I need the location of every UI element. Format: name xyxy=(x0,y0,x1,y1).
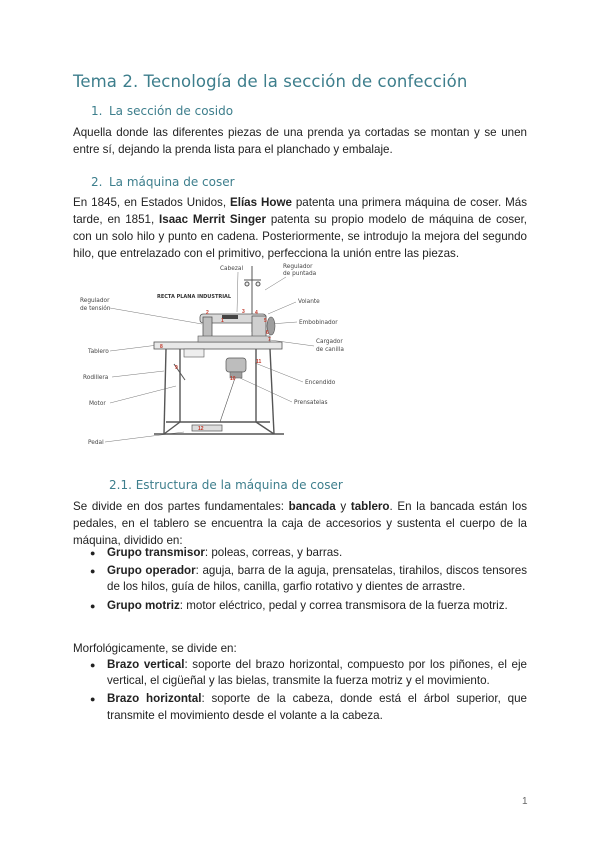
bullet-icon: ● xyxy=(90,566,96,577)
svg-text:9: 9 xyxy=(175,365,178,371)
drawer xyxy=(184,349,204,357)
svg-text:4: 4 xyxy=(255,310,258,316)
label-regulador-puntada-1: Regulador xyxy=(283,264,313,270)
label-cargador-1: Cargador xyxy=(316,339,343,345)
label-cargador-2: de canilla xyxy=(316,347,344,353)
svg-text:2: 2 xyxy=(206,310,209,316)
list-item: ● Brazo vertical: soporte del brazo horizontal, compuesto por los piñones, el eje vertical, el cigüeñal y las bielas, transmite la fuerza motriz y el movimiento. xyxy=(90,658,527,688)
svg-text:1: 1 xyxy=(221,318,224,324)
label-cabezal: Cabezal xyxy=(220,266,244,272)
morphology-list xyxy=(73,657,527,726)
label-embobinador: Embobinador xyxy=(299,320,338,326)
section-2-text: En 1845, en Estados Unidos, Elías Howe patenta una primera máquina de coser. Más tarde, en 1851, Isaac Merrit Singer patenta su propio modelo de máquina de coser, con un solo hilo y punto en cadena. Posteriormente, se introdujo la mejora del segundo hilo, que entrelazado con el primitivo, perfecciona la unión entre las piezas. xyxy=(73,196,528,260)
label-regulador-puntada-2: de puntada xyxy=(283,271,317,277)
list-item: ● Grupo motriz: motor eléctrico, pedal y correa transmisora de la fuerza motriz. xyxy=(73,598,527,614)
term-tablero: tablero xyxy=(350,500,390,513)
section-1-text: Aquella donde las diferentes piezas de una prenda ya cortadas se montan y se unen entre sí, dejando la prenda lista para el planchado y embalaje. xyxy=(73,126,527,156)
list-item: ● Brazo horizontal: soporte de la cabeza, donde está el árbol superior, que transmite el movimiento desde el volante a la cabeza. xyxy=(90,692,527,722)
svg-text:5: 5 xyxy=(264,318,267,324)
inventor-singer: Isaac Merrit Singer xyxy=(159,213,267,226)
svg-text:3: 3 xyxy=(242,309,245,315)
label-encendido: Encendido xyxy=(305,380,336,386)
morphology-intro: Morfológicamente, se divide en: xyxy=(73,642,237,655)
bullet-icon: ● xyxy=(90,660,96,670)
pedal-plate xyxy=(192,425,222,431)
label-prensatelas: Prensatelas xyxy=(294,400,328,406)
page-title: Tema 2. Tecnología de la sección de confección xyxy=(73,72,468,91)
list-item: ● Grupo operador: aguja, barra de la aguja, prensatelas, tirahilos, discos tensores de los hilos, guía de hilos, canilla, garfio rotativo y dientes de arrastre. xyxy=(90,564,527,594)
figure-banner: RECTA PLANA INDUSTRIAL xyxy=(157,294,232,300)
label-regulador-tension-1: Regulador xyxy=(80,298,110,304)
table-legs xyxy=(154,349,284,434)
section-2-1-heading: 2.1. Estructura de la máquina de coser xyxy=(109,478,343,492)
section-1-heading xyxy=(91,104,233,118)
motor-unit xyxy=(220,358,246,422)
section-1-title: La sección de cosido xyxy=(109,104,234,118)
section-2-1-text: Se divide en dos partes fundamentales: bancada y tablero. En la bancada están los pedales, en el tablero se encuentra la caja de accesorios y sustenta el cuerpo de la máquina, dividido en: xyxy=(73,500,527,547)
section-1-number: 1. xyxy=(91,104,103,118)
list-item: ● Grupo transmisor: poleas, correas, y barras. xyxy=(73,545,527,561)
section-2-title: La máquina de coser xyxy=(109,175,235,189)
machine-bed xyxy=(198,336,270,342)
page-number: 1 xyxy=(522,796,528,807)
bullet-icon: ● xyxy=(90,694,96,705)
label-regulador-tension-2: de tensión xyxy=(80,306,111,312)
term-bancada: bancada xyxy=(288,500,336,513)
inventor-howe: Elías Howe xyxy=(229,196,292,209)
svg-text:10: 10 xyxy=(230,376,236,382)
groups-list xyxy=(73,545,527,616)
svg-text:6: 6 xyxy=(266,330,269,336)
label-volante: Volante xyxy=(298,299,320,305)
svg-text:11: 11 xyxy=(256,359,262,365)
section-2-number: 2. xyxy=(91,175,103,189)
svg-text:12: 12 xyxy=(198,426,204,432)
table-top xyxy=(154,342,282,349)
label-tablero: Tablero xyxy=(88,349,109,355)
section-2-heading xyxy=(91,175,235,189)
label-pedal: Pedal xyxy=(88,440,104,446)
svg-text:8: 8 xyxy=(160,344,163,350)
bullet-icon: ● xyxy=(90,548,96,558)
label-rodillera: Rodillera xyxy=(83,375,109,381)
svg-text:7: 7 xyxy=(268,337,271,343)
sewing-machine-figure xyxy=(80,262,360,450)
label-motor: Motor xyxy=(89,401,106,407)
bullet-icon: ● xyxy=(90,600,96,611)
